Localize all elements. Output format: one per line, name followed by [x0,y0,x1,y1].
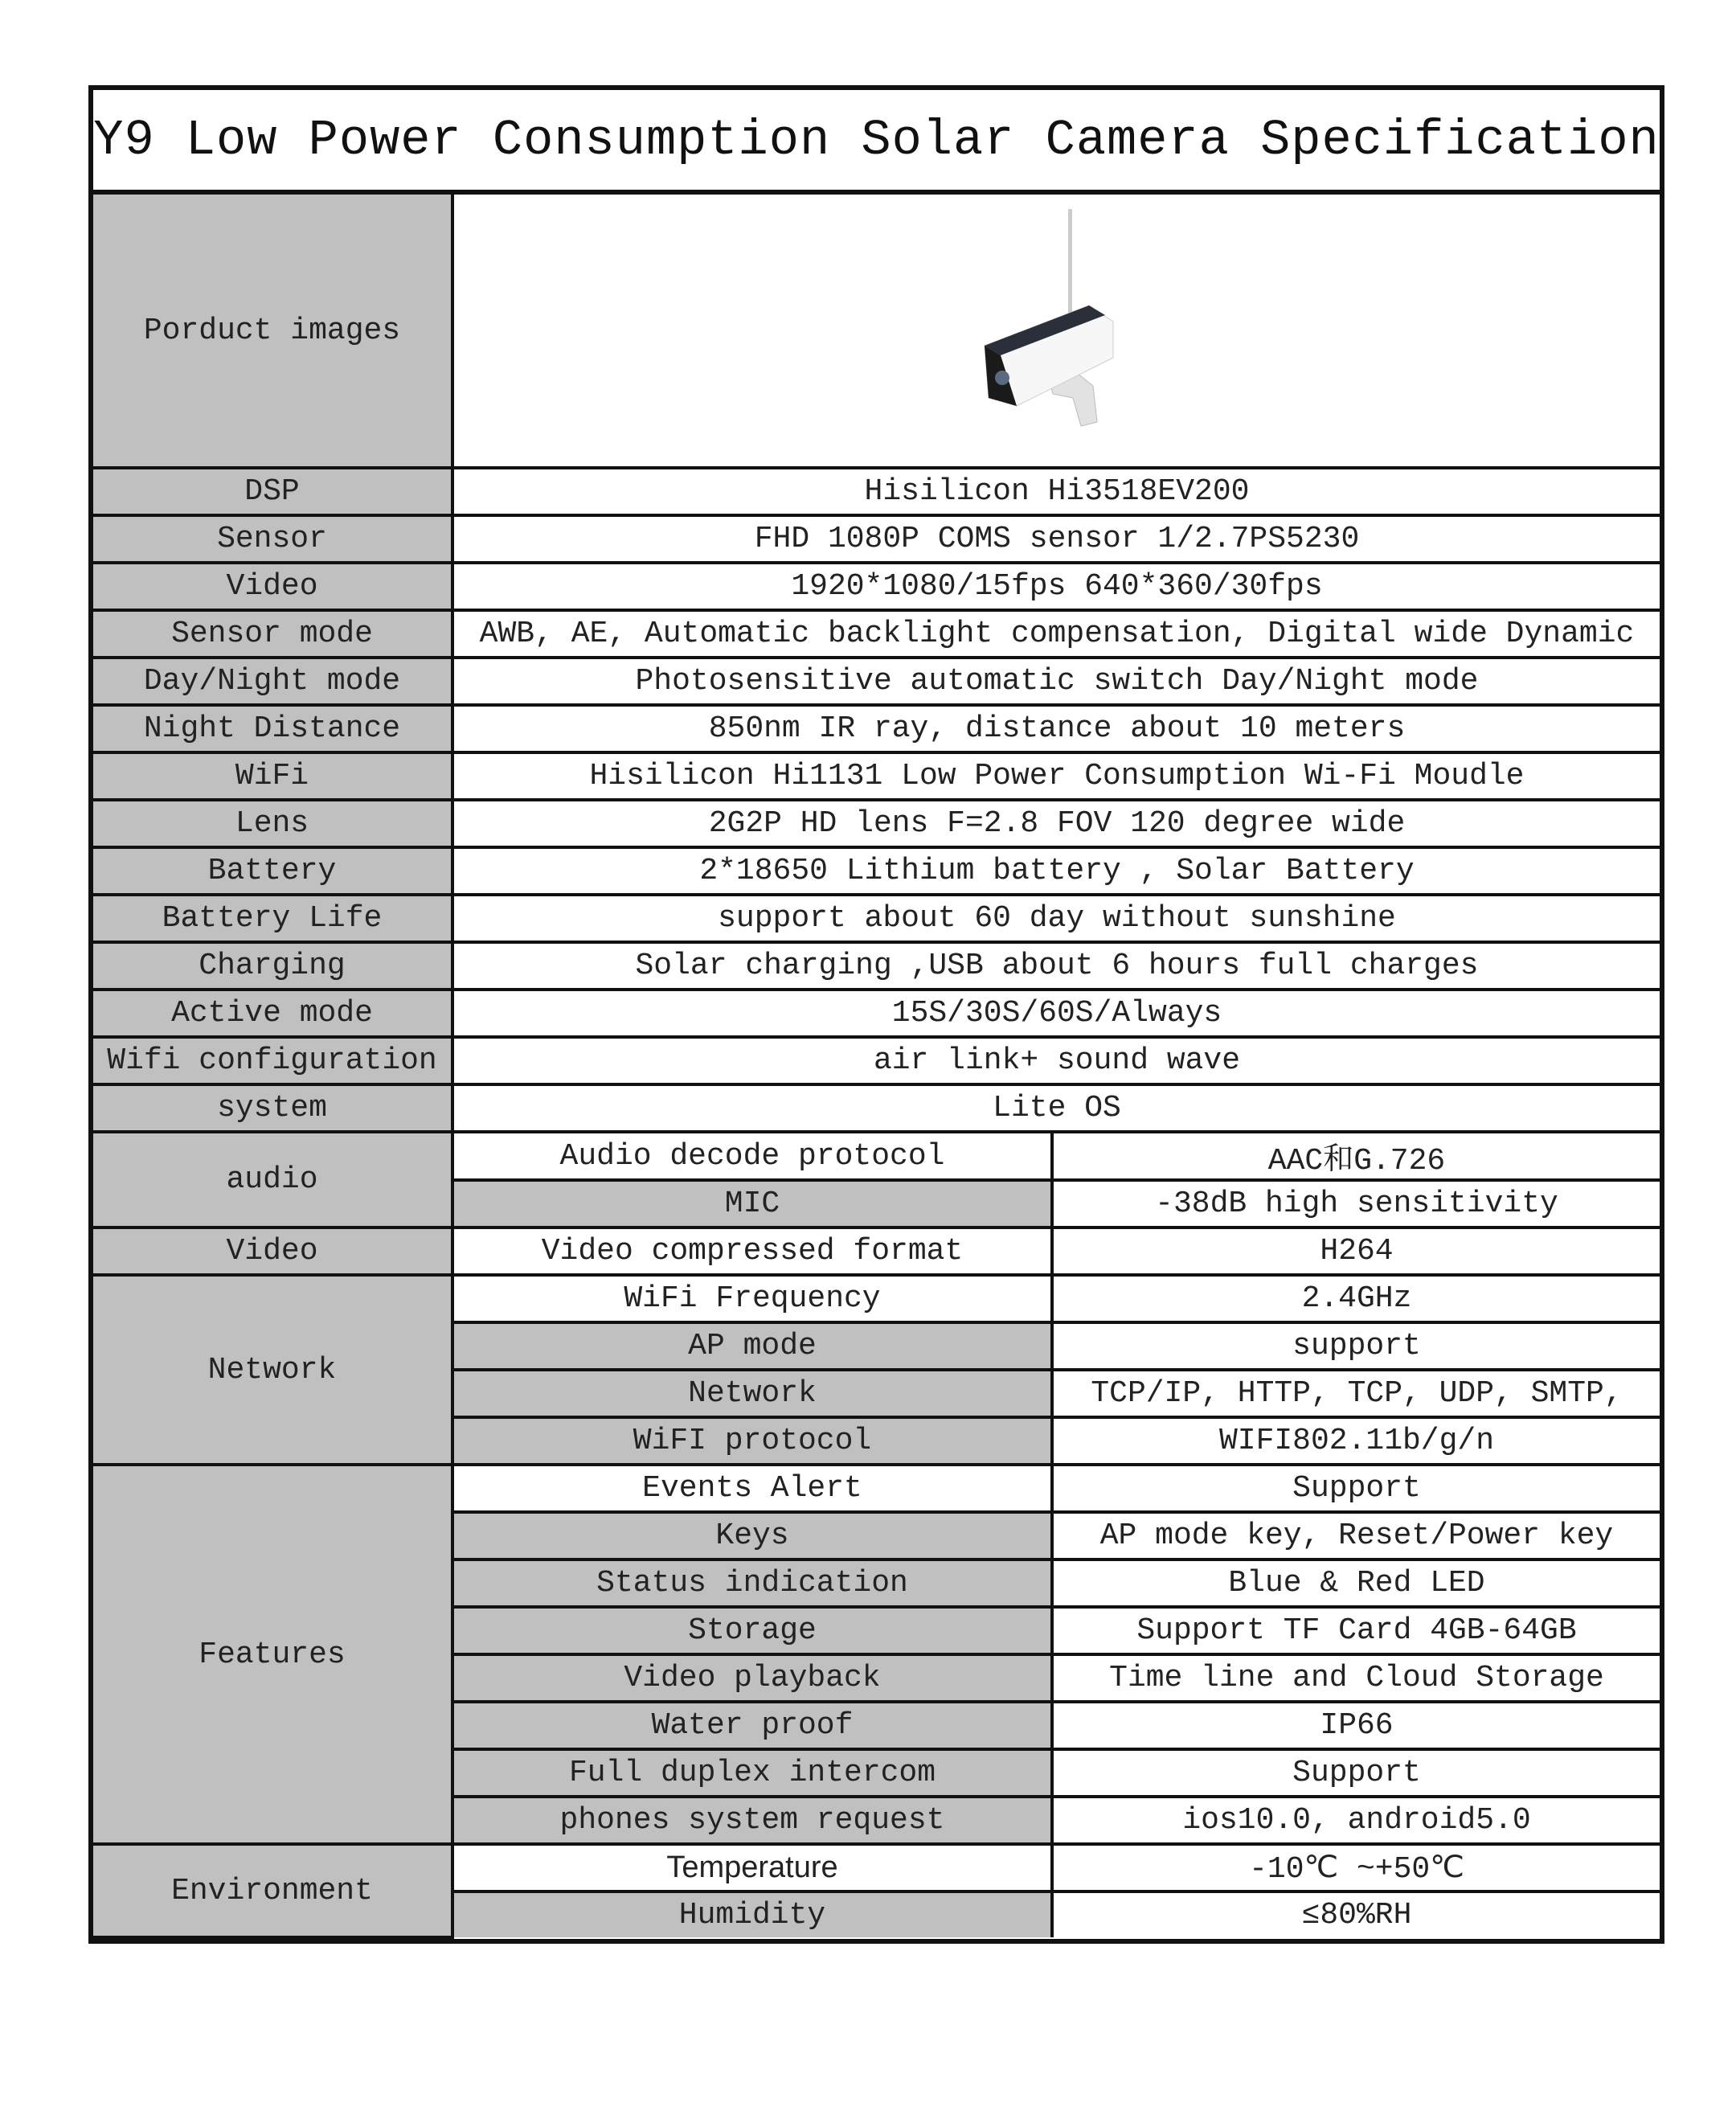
table-row-wifi [93,752,1660,800]
table-row-video [93,563,1660,610]
item-name: MIC [452,1180,1052,1227]
table-row-video-video-compressed-format [93,1227,1660,1275]
row-value: FHD 1080P COMS sensor 1/2.7PS5230 [452,515,1660,563]
row-label: Wifi configuration [93,1037,452,1084]
item-name: Status indication [452,1559,1052,1607]
item-name: phones system request [452,1797,1052,1844]
row-value: Lite OS [452,1084,1660,1132]
item-value: Support TF Card 4GB-64GB [1052,1607,1660,1654]
group-label: Video [93,1227,452,1275]
table-row-wifi-configuration [93,1037,1660,1084]
table-row-lens [93,800,1660,847]
row-label: Battery Life [93,895,452,942]
row-value: air link+ sound wave [452,1037,1660,1084]
item-name: Temperature [452,1844,1052,1891]
table-row-network-wifi-frequency [93,1275,1660,1322]
row-label: Active mode [93,990,452,1037]
row-value: support about 60 day without sunshine [452,895,1660,942]
item-name: Events Alert [452,1465,1052,1512]
item-name: WiFI protocol [452,1417,1052,1465]
table-row-sensor-mode [93,610,1660,658]
spec-table [93,195,1660,1939]
item-value: Blue & Red LED [1052,1559,1660,1607]
table-row-sensor [93,515,1660,563]
row-value: AWB, AE, Automatic backlight compensation, Digital wide Dynamic [452,610,1660,658]
item-value: -38dB high sensitivity [1052,1180,1660,1227]
camera-product-image [952,209,1161,442]
item-value: TCP/IP, HTTP, TCP, UDP, SMTP, [1052,1370,1660,1417]
table-row-battery-life [93,895,1660,942]
table-row-audio-audio-decode-protocol [93,1132,1660,1180]
item-value: H264 [1052,1227,1660,1275]
row-value: 2G2P HD lens F=2.8 FOV 120 degree wide [452,800,1660,847]
item-name: WiFi Frequency [452,1275,1052,1322]
group-label: audio [93,1132,452,1227]
item-name: Humidity [452,1891,1052,1937]
row-label: Porduct images [93,195,452,468]
row-label: Charging [93,942,452,990]
table-row-features-events-alert [93,1465,1660,1512]
table-row-environment-temperature [93,1844,1660,1891]
item-name: Keys [452,1512,1052,1559]
group-label: Network [93,1275,452,1465]
item-value: -10℃ ~+50℃ [1052,1844,1660,1891]
row-value: 1920*1080/15fps 640*360/30fps [452,563,1660,610]
table-row-charging [93,942,1660,990]
item-name: Video compressed format [452,1227,1052,1275]
item-value: 2.4GHz [1052,1275,1660,1322]
row-label: Sensor [93,515,452,563]
row-label: DSP [93,468,452,515]
table-row-dsp [93,468,1660,515]
item-name: Network [452,1370,1052,1417]
group-label: Features [93,1465,452,1844]
group-label: Environment [93,1844,452,1937]
row-label: Day/Night mode [93,658,452,705]
row-value: 15S/30S/60S/Always [452,990,1660,1037]
item-value: AAC和G.726 [1052,1132,1660,1180]
table-row-day-night-mode [93,658,1660,705]
row-label: system [93,1084,452,1132]
product-image-cell [452,195,1660,468]
page-title: Y9 Low Power Consumption Solar Camera Specification [93,90,1660,195]
item-value: support [1052,1322,1660,1370]
item-name: Video playback [452,1654,1052,1702]
item-value: Support [1052,1749,1660,1797]
table-row-battery [93,847,1660,895]
item-name: Full duplex intercom [452,1749,1052,1797]
row-value: Solar charging ,USB about 6 hours full charges [452,942,1660,990]
item-value: IP66 [1052,1702,1660,1749]
item-name: Storage [452,1607,1052,1654]
spec-sheet [88,85,1664,1944]
item-value: ≤80%RH [1052,1891,1660,1937]
item-value: WIFI802.11b/g/n [1052,1417,1660,1465]
row-label: Video [93,563,452,610]
item-value: ios10.0, android5.0 [1052,1797,1660,1844]
item-name: Audio decode protocol [452,1132,1052,1180]
item-name: AP mode [452,1322,1052,1370]
row-value: Photosensitive automatic switch Day/Night mode [452,658,1660,705]
item-value: AP mode key, Reset/Power key [1052,1512,1660,1559]
row-label: Sensor mode [93,610,452,658]
row-label: Night Distance [93,705,452,752]
item-value: Time line and Cloud Storage [1052,1654,1660,1702]
row-value: 2*18650 Lithium battery , Solar Battery [452,847,1660,895]
row-value: Hisilicon Hi3518EV200 [452,468,1660,515]
row-label: WiFi [93,752,452,800]
table-row-night-distance [93,705,1660,752]
row-value: Hisilicon Hi1131 Low Power Consumption Wi-Fi Moudle [452,752,1660,800]
table-row-active-mode [93,990,1660,1037]
item-name: Water proof [452,1702,1052,1749]
row-label: Battery [93,847,452,895]
table-row-system [93,1084,1660,1132]
row-value: 850nm IR ray, distance about 10 meters [452,705,1660,752]
table-row-product-images [93,195,1660,468]
row-label: Lens [93,800,452,847]
item-value: Support [1052,1465,1660,1512]
